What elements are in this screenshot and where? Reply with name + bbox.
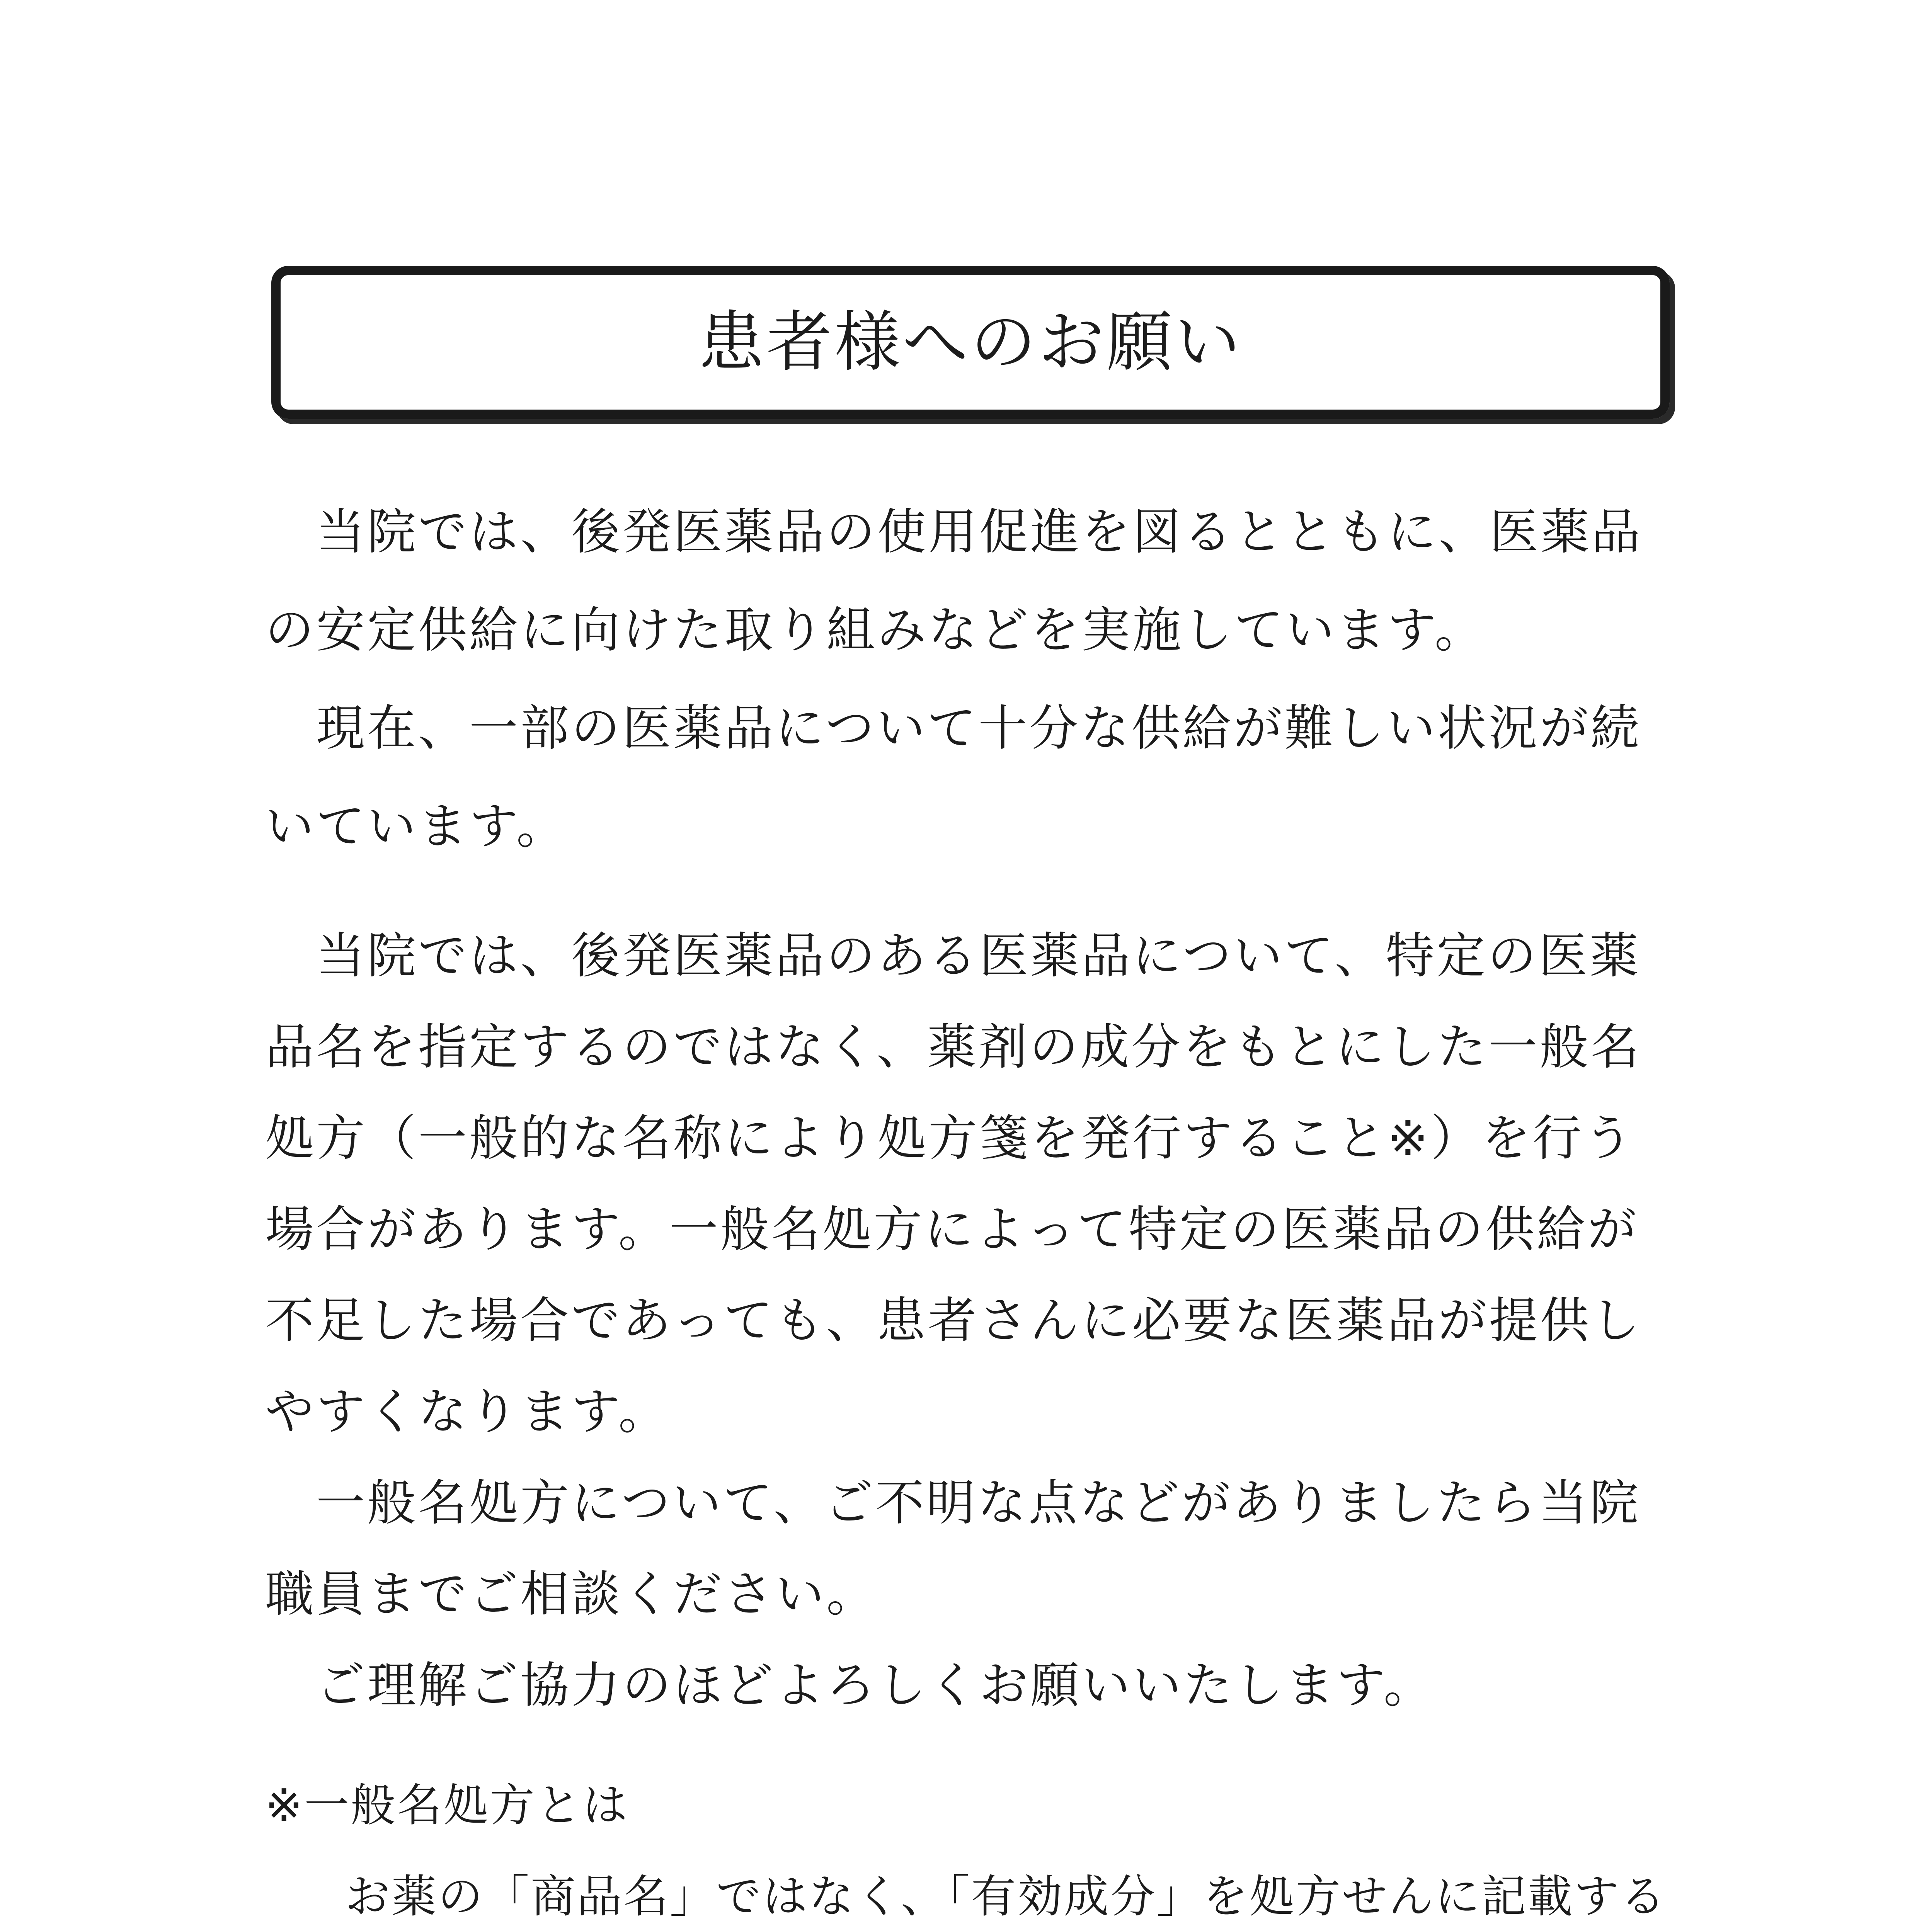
footnote-line: お薬の「商品名」ではなく、「有効成分」を処方せんに記載する [345, 1871, 1667, 1923]
title-box [271, 266, 1670, 419]
body-line: いています。 [265, 798, 567, 855]
page-title: 患者様へのお願い [698, 304, 1243, 381]
footnote-body [294, 1851, 1684, 1932]
body-line: 当院では、後発医薬品の使用促進を図るとともに、医薬品 [316, 503, 1643, 560]
body-line: やすくなります。 [265, 1383, 669, 1440]
body-line: 一般名処方について、ご不明な点などがありましたら当院 [316, 1475, 1641, 1531]
body-block-1 [265, 483, 1643, 876]
body-line: 処方（一般的な名称により処方箋を発行すること※）を行う [265, 1110, 1635, 1167]
body-block-2 [265, 910, 1642, 1731]
footnote [265, 1760, 1684, 1932]
body-line: 当院では、後発医薬品のある医薬品について、特定の医薬 [316, 927, 1641, 984]
body-line: 職員までご相談ください。 [265, 1566, 877, 1622]
footnote-heading: ※一般名処方とは [265, 1779, 629, 1832]
body-line: の安定供給に向けた取り組みなどを実施しています。 [265, 602, 1486, 658]
body-line: 場合があります。一般名処方によって特定の医薬品の供給が [265, 1201, 1639, 1258]
body-line: 品名を指定するのではなく、薬剤の成分をもとにした一般名 [265, 1019, 1642, 1075]
body-line: 現在、一部の医薬品について十分な供給が難しい状況が続 [316, 700, 1642, 757]
body-line: 不足した場合であっても、患者さんに必要な医薬品が提供し [265, 1292, 1642, 1349]
body-line: ご理解ご協力のほどよろしくお願いいたします。 [316, 1657, 1435, 1714]
